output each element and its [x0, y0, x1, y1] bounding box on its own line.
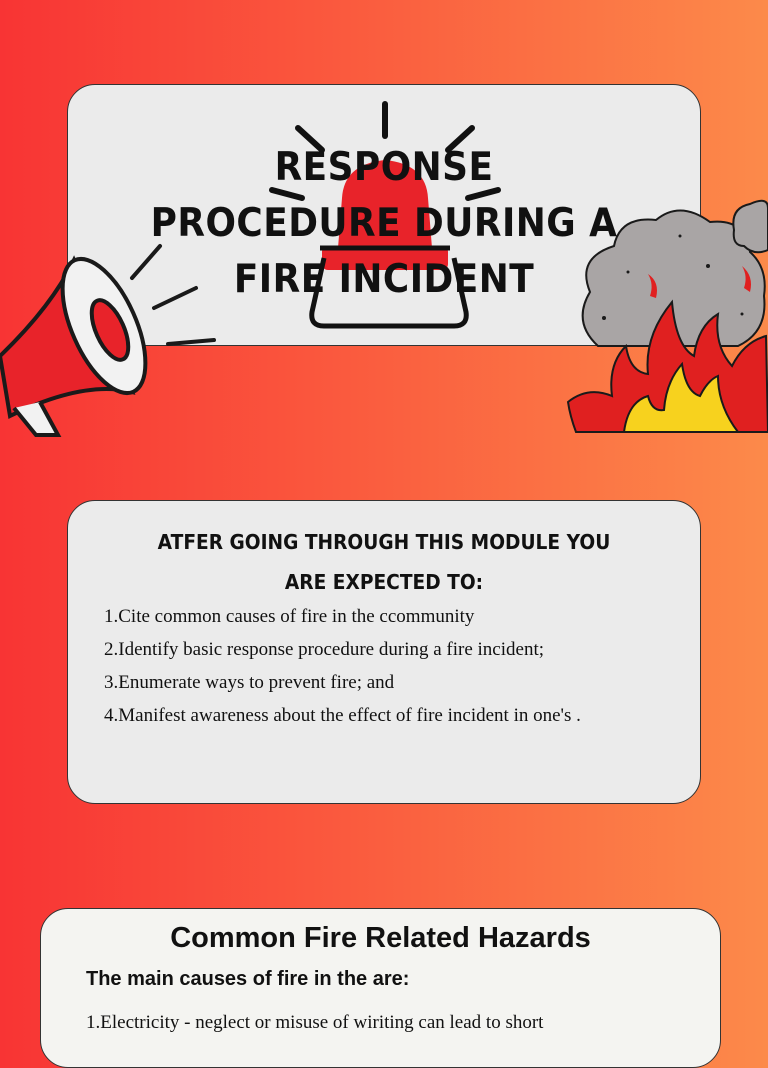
title-line-3: FIRE INCIDENT	[233, 257, 535, 302]
fire-smoke-icon	[568, 196, 768, 432]
hazard-item: 1.Electricity - neglect or misuse of wiriting can lead to short	[86, 1012, 544, 1033]
objective-item: 1.Cite common causes of fire in the ccommunity	[104, 606, 475, 627]
objectives-list	[104, 600, 682, 732]
title-line-2: PROCEDURE DURING A	[150, 201, 618, 246]
megaphone-icon	[0, 240, 220, 435]
objective-item: 4.Manifest awareness about the effect of fire incident in one's .	[104, 705, 581, 726]
objectives-heading-line-2: ARE EXPECTED TO:	[284, 570, 484, 594]
objective-item: 2.Identify basic response procedure during a fire incident;	[104, 639, 545, 660]
objectives-heading-line-1: ATFER GOING THROUGH THIS MODULE YOU	[157, 530, 611, 554]
title-line-1: RESPONSE	[274, 145, 494, 190]
objectives-heading	[89, 522, 679, 602]
objective-item: 3.Enumerate ways to prevent fire; and	[104, 672, 395, 693]
hazards-heading: Common Fire Related Hazards	[170, 922, 591, 954]
hazards-subheading: The main causes of fire in the are:	[86, 968, 410, 990]
